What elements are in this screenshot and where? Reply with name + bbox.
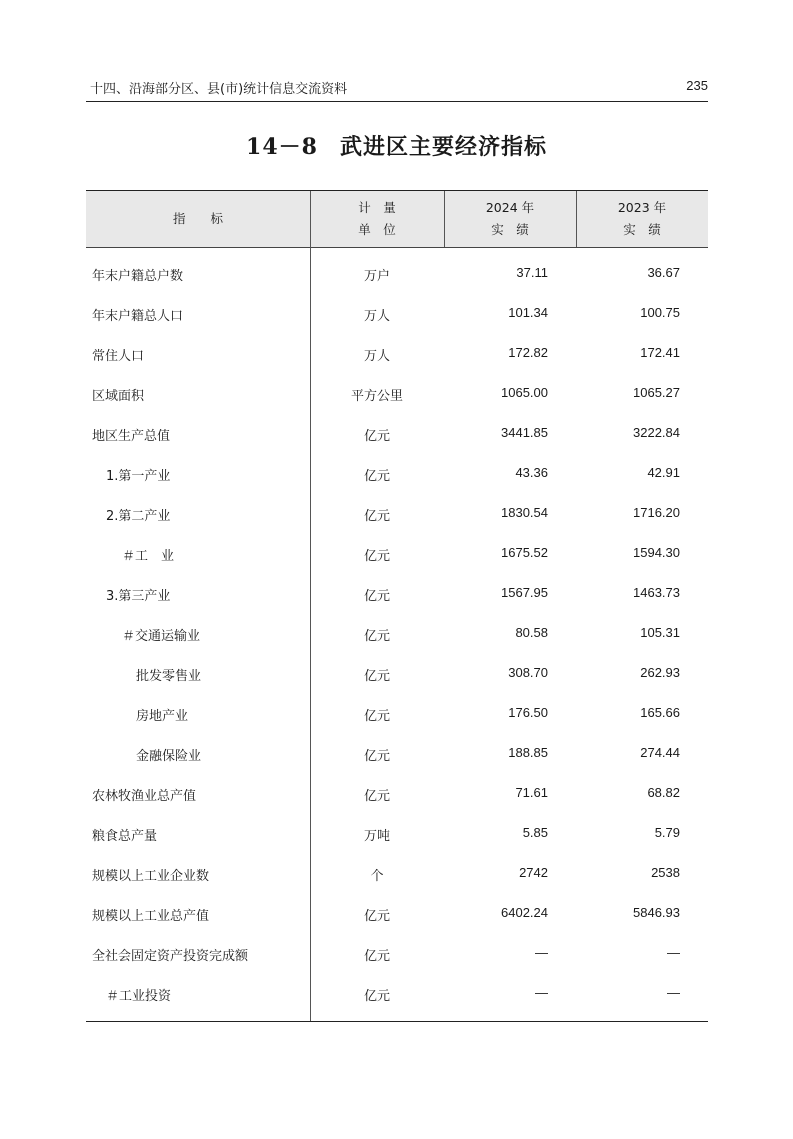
row-value-2024: 172.82: [508, 345, 548, 360]
row-indicator: 金融保险业: [136, 749, 202, 764]
row-indicator: ＃工 业: [122, 549, 175, 564]
row-value-2024: 188.85: [508, 745, 548, 760]
row-indicator: 区域面积: [92, 389, 145, 404]
table-row: [86, 614, 708, 654]
row-value-2024: 80.58: [515, 625, 548, 640]
row-value-2024: 1567.95: [501, 585, 548, 600]
row-unit: 亿元: [363, 549, 390, 564]
row-indicator: 年末户籍总户数: [92, 269, 184, 284]
row-unit: 亿元: [363, 669, 390, 684]
row-indicator: 农林牧渔业总产值: [92, 789, 197, 804]
row-value-2023: 68.82: [647, 785, 680, 800]
row-value-2024: 1065.00: [501, 385, 548, 400]
table-row: [86, 294, 708, 334]
page-title: [0, 130, 793, 161]
row-unit: 亿元: [363, 749, 390, 764]
row-indicator: 2.第二产业: [106, 509, 171, 524]
table-row: [86, 974, 708, 1014]
header-2024: [444, 196, 576, 242]
row-unit: 亿元: [363, 509, 390, 524]
row-unit: 亿元: [363, 989, 390, 1004]
table-header-rule: [86, 247, 708, 248]
row-value-2023: 1594.30: [633, 545, 680, 560]
row-value-2023: 172.41: [640, 345, 680, 360]
row-value-2024: 6402.24: [501, 905, 548, 920]
header-rule: [86, 101, 708, 102]
header-unit: [310, 196, 444, 242]
row-indicator: ＃交通运输业: [122, 629, 201, 644]
table-title: 武进区主要经济指标: [339, 134, 547, 160]
row-unit: 亿元: [363, 789, 390, 804]
table-row: [86, 454, 708, 494]
row-value-2024: 2742: [519, 865, 548, 880]
row-value-2024: —: [535, 945, 548, 960]
row-value-2023: 105.31: [640, 625, 680, 640]
row-indicator: 地区生产总值: [92, 429, 171, 444]
row-value-2023: —: [667, 985, 680, 1000]
row-unit: 亿元: [363, 909, 390, 924]
row-value-2023: 262.93: [640, 665, 680, 680]
table-row: [86, 574, 708, 614]
page-number: 235: [686, 78, 708, 93]
row-value-2023: 1716.20: [633, 505, 680, 520]
row-unit: 万吨: [363, 829, 390, 844]
row-unit: 亿元: [363, 589, 390, 604]
row-unit: 亿元: [363, 949, 390, 964]
table-row: [86, 894, 708, 934]
row-value-2023: 5.79: [654, 825, 680, 840]
row-value-2024: 1675.52: [501, 545, 548, 560]
section-title: 十四、沿海部分区、县(市)统计信息交流资料: [90, 82, 348, 97]
row-indicator: 批发零售业: [136, 669, 202, 684]
row-indicator: 3.第三产业: [106, 589, 171, 604]
table-row: [86, 414, 708, 454]
row-value-2023: 3222.84: [633, 425, 680, 440]
row-value-2023: —: [667, 945, 680, 960]
running-head: [86, 78, 708, 100]
header-indicator-label: 指 标: [172, 211, 223, 226]
row-value-2024: 71.61: [515, 785, 548, 800]
row-indicator: 1.第一产业: [106, 469, 171, 484]
table-body: [86, 254, 708, 1014]
row-unit: 个: [370, 869, 384, 884]
table-number: 14－8: [246, 134, 318, 160]
row-value-2023: 42.91: [647, 465, 680, 480]
row-value-2024: 101.34: [508, 305, 548, 320]
row-indicator: 房地产业: [136, 709, 189, 724]
row-value-2023: 36.67: [647, 265, 680, 280]
table-row: [86, 694, 708, 734]
row-indicator: 规模以上工业总产值: [92, 909, 210, 924]
row-value-2023: 2538: [651, 865, 680, 880]
row-value-2023: 1463.73: [633, 585, 680, 600]
row-value-2024: 37.11: [516, 265, 548, 280]
row-unit: 亿元: [363, 709, 390, 724]
row-value-2024: 1830.54: [501, 505, 548, 520]
row-value-2024: 3441.85: [501, 425, 548, 440]
header-2023-line2: 实 绩: [623, 222, 661, 237]
table-row: [86, 654, 708, 694]
row-value-2023: 165.66: [640, 705, 680, 720]
row-unit: 亿元: [363, 469, 390, 484]
table-row: [86, 814, 708, 854]
row-unit: 万人: [363, 309, 390, 324]
row-unit: 万人: [363, 349, 390, 364]
table-row: [86, 854, 708, 894]
row-indicator: 规模以上工业企业数: [92, 869, 210, 884]
table-bottom-rule: [86, 1021, 708, 1022]
row-value-2024: 308.70: [508, 665, 548, 680]
row-indicator: 年末户籍总人口: [92, 309, 184, 324]
row-indicator: 常住人口: [92, 349, 145, 364]
row-unit: 万户: [363, 269, 390, 284]
row-value-2023: 100.75: [640, 305, 680, 320]
row-value-2023: 1065.27: [633, 385, 680, 400]
table-row: [86, 534, 708, 574]
header-unit-line1: 计 量: [358, 200, 396, 215]
row-unit: 亿元: [363, 429, 390, 444]
header-indicator: [86, 196, 310, 242]
row-unit: 亿元: [363, 629, 390, 644]
table-row: [86, 934, 708, 974]
header-unit-line2: 单 位: [358, 222, 396, 237]
table-row: [86, 774, 708, 814]
header-2024-line2: 实 绩: [491, 222, 529, 237]
header-2023: [576, 196, 708, 242]
table-row: [86, 734, 708, 774]
row-value-2024: 5.85: [522, 825, 548, 840]
row-value-2024: 176.50: [508, 705, 548, 720]
row-indicator: 粮食总产量: [92, 829, 158, 844]
row-value-2024: —: [535, 985, 548, 1000]
table-top-rule: [86, 190, 708, 191]
row-value-2023: 5846.93: [633, 905, 680, 920]
table-row: [86, 494, 708, 534]
table-row: [86, 254, 708, 294]
row-value-2024: 43.36: [515, 465, 548, 480]
table-row: [86, 374, 708, 414]
row-indicator: ＃工业投资: [106, 989, 172, 1004]
row-value-2023: 274.44: [640, 745, 680, 760]
header-2024-line1: 2024 年: [485, 200, 535, 215]
table-row: [86, 334, 708, 374]
row-unit: 平方公里: [350, 389, 403, 404]
row-indicator: 全社会固定资产投资完成额: [92, 949, 249, 964]
header-2023-line1: 2023 年: [617, 200, 667, 215]
